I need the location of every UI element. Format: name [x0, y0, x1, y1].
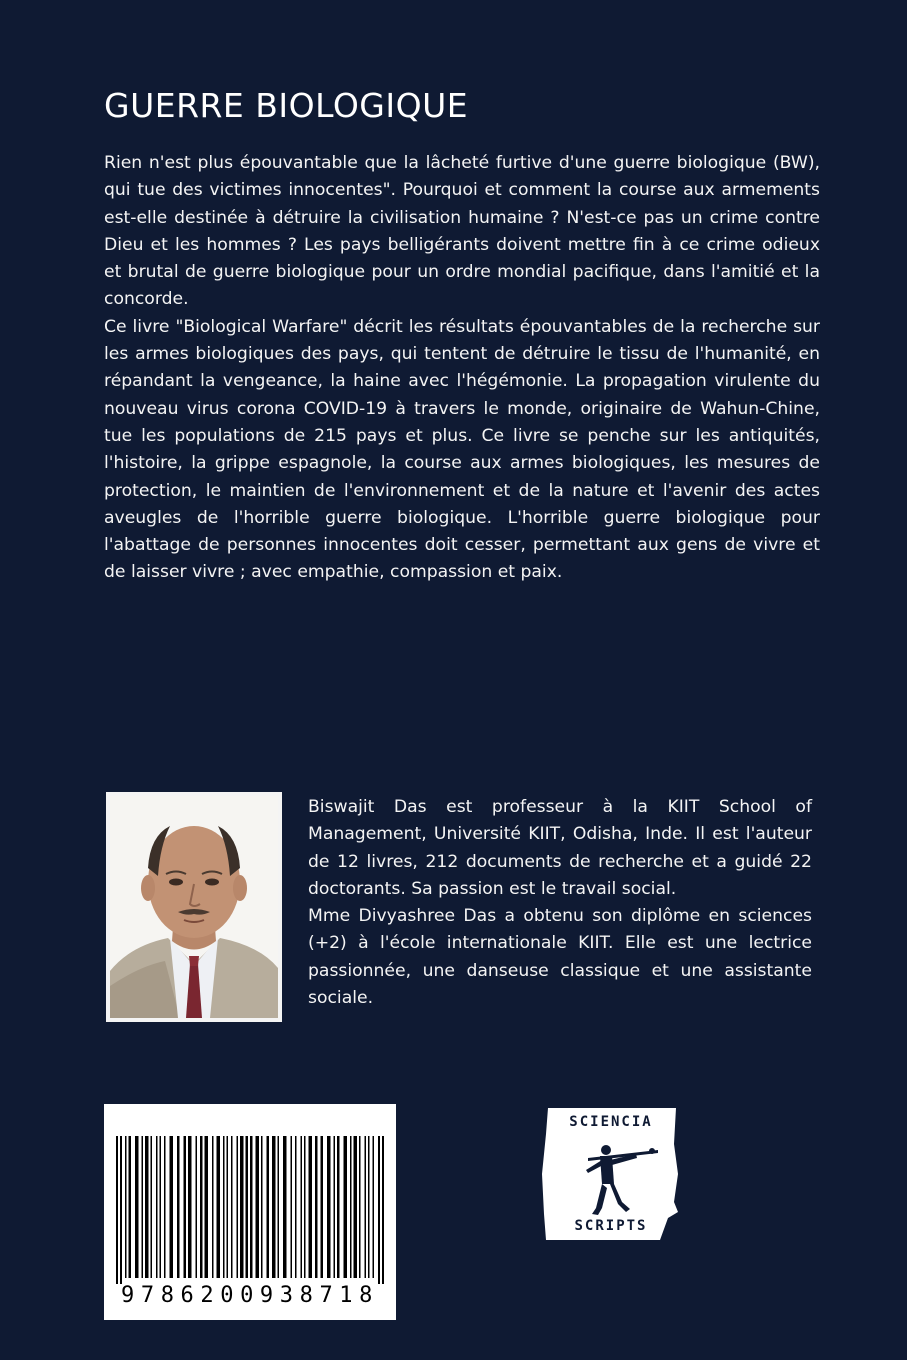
- barcode-bar: [378, 1136, 380, 1284]
- barcode-bar: [135, 1136, 139, 1278]
- barcode-bar: [227, 1136, 229, 1278]
- barcode-bar: [129, 1136, 132, 1278]
- barcode-bar: [205, 1136, 209, 1278]
- barcode-bar: [184, 1136, 187, 1278]
- barcode-bar: [321, 1136, 324, 1278]
- barcode-bar: [250, 1136, 253, 1278]
- barcode-bar: [283, 1136, 287, 1278]
- barcode-bar: [160, 1136, 162, 1278]
- barcode-bar: [177, 1136, 180, 1278]
- barcode-bars: [104, 1104, 396, 1284]
- barcode-bar: [382, 1136, 384, 1284]
- barcode-bar: [223, 1136, 225, 1278]
- barcode-bar: [267, 1136, 270, 1278]
- book-title: GUERRE BIOLOGIQUE: [104, 86, 469, 125]
- author-bio-paragraph: Biswajit Das est professeur à la KIIT School of Management, Université KIIT, Odisha, Inde. Il est l'auteur de 12 livres, 212 documents de recherche et a guidé 22 doctorants. Sa passion est le travail social.: [308, 797, 812, 899]
- barcode-bar: [246, 1136, 249, 1278]
- author-portrait-image: [110, 796, 278, 1018]
- barcode-bar: [291, 1136, 293, 1278]
- barcode-bar: [170, 1136, 174, 1278]
- barcode-bar: [368, 1136, 370, 1278]
- barcode-bar: [240, 1136, 244, 1278]
- author-biography: [308, 794, 812, 1012]
- barcode-bar: [256, 1136, 260, 1278]
- barcode-bar: [327, 1136, 331, 1278]
- barcode-bar: [354, 1136, 358, 1278]
- synopsis-paragraph: Rien n'est plus épouvantable que la lâcheté furtive d'une guerre biologique (BW), qui tue des victimes innocentes". Pourquoi et comment la course aux armements est-elle destinée à détruire la civilisation humaine ? N'est-ce pas un crime contre Dieu et les hommes ? Les pays belligérants doivent mettre fin à ce crime odieux et brutal de guerre biologique pour un ordre mondial pacifique, dans l'amitié et la concorde.: [104, 153, 820, 310]
- barcode-bar: [188, 1136, 192, 1278]
- barcode-bar: [164, 1136, 166, 1278]
- barcode-bar: [344, 1136, 348, 1278]
- barcode-bar: [373, 1136, 375, 1278]
- barcode-bar: [334, 1136, 336, 1278]
- author-bio-paragraph: Mme Divyashree Das a obtenu son diplôme en sciences (+2) à l'école internationale KIIT. Elle est une lectrice passionnée, une danseuse classique et une assistante sociale.: [308, 906, 812, 1009]
- publisher-logo: [540, 1104, 682, 1240]
- barcode-bar: [212, 1136, 214, 1278]
- barcode-bar: [350, 1136, 352, 1278]
- barcode-bar: [272, 1136, 276, 1278]
- barcode-bar: [142, 1136, 144, 1278]
- barcode-bar: [295, 1136, 297, 1278]
- barcode-bar: [217, 1136, 221, 1278]
- barcode-bar: [301, 1136, 303, 1278]
- publisher-name-bottom: SCRIPTS: [574, 1218, 648, 1234]
- barcode-bar: [125, 1136, 127, 1278]
- barcode-bar: [304, 1136, 306, 1278]
- barcode-bar: [278, 1136, 280, 1278]
- barcode-bar: [337, 1136, 340, 1278]
- book-synopsis: [104, 150, 820, 587]
- barcode-bar: [156, 1136, 158, 1278]
- barcode-bar: [196, 1136, 198, 1278]
- isbn-barcode: [104, 1104, 396, 1320]
- synopsis-paragraph: Ce livre "Biological Warfare" décrit les résultats épouvantables de la recherche sur les armes biologiques des pays, qui tentent de détruire le tissu de l'humanité, en répandant la vengeance, la haine avec l'hégémonie. La propagation virulente du nouveau virus corona COVID-19 à travers le monde, originaire de Wahun-Chine, tue les populations de 215 pays et plus. Ce livre se penche sur les antiquités, l'histoire, la grippe espagnole, la course aux armes biologiques, les mesures de protection, le maintien de l'environnement et de la nature et l'avenir des actes aveugles de l'horrible guerre biologique. L'horrible guerre biologique pour l'abattage de personnes innocentes doit cesser, permettant aux gens de vivre et de laisser vivre ; avec empathie, compassion et paix.: [104, 316, 820, 583]
- publisher-name-top: SCIENCIA: [569, 1114, 653, 1130]
- barcode-bar: [359, 1136, 361, 1278]
- isbn-number: 9786200938718: [121, 1283, 379, 1308]
- barcode-bar: [116, 1136, 118, 1284]
- barcode-bar: [309, 1136, 313, 1278]
- barcode-bar: [120, 1136, 122, 1284]
- barcode-bar: [315, 1136, 318, 1278]
- barcode-bar: [365, 1136, 367, 1278]
- barcode-bar: [261, 1136, 263, 1278]
- barcode-bar: [151, 1136, 153, 1278]
- author-photo: [106, 792, 282, 1022]
- barcode-bar: [231, 1136, 233, 1278]
- barcode-bar: [200, 1136, 203, 1278]
- barcode-bar: [145, 1136, 149, 1278]
- barcode-bar: [237, 1136, 239, 1278]
